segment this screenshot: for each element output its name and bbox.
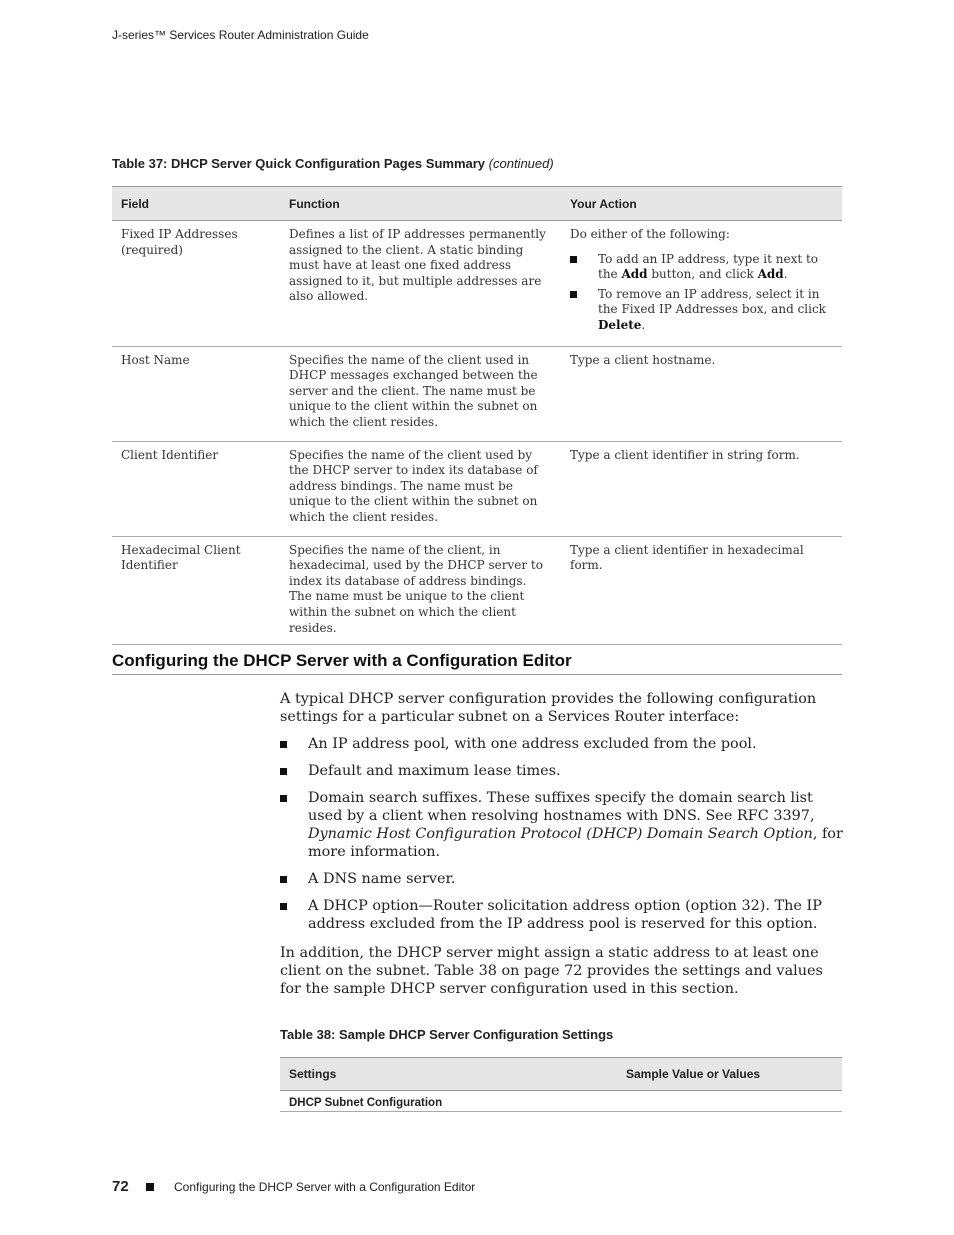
function-cell: Specifies the name of the client used in DHCP messages exchanged between the server and the client. The name must be unique to the client within the subnet on which the client resides. — [280, 346, 561, 441]
group-label: DHCP Subnet Configuration — [280, 1091, 842, 1112]
action-item — [570, 252, 833, 283]
function-cell: Defines a list of IP addresses permanently assigned to the client. A static binding must have at least one fixed address assigned to it, but multiple addresses are also allowed. — [280, 221, 561, 347]
keyword-delete: Delete — [598, 317, 642, 332]
action-text: To remove an IP address, select it in the Fixed IP Addresses box, and click — [598, 286, 826, 317]
table-37 — [112, 186, 842, 645]
list-item — [280, 735, 845, 753]
table-37-caption — [112, 156, 554, 171]
table-header-row — [280, 1058, 842, 1091]
square-bullet-icon — [280, 741, 287, 748]
list-item-text: An IP address pool, with one address excluded from the pool. — [308, 736, 757, 752]
field-cell: Client Identifier — [112, 441, 280, 536]
table-38-caption: Table 38: Sample DHCP Server Configuration Settings — [280, 1027, 614, 1042]
section-body — [280, 690, 845, 942]
list-item-text: , for more information. — [308, 826, 843, 860]
list-item-text: Default and maximum lease times. — [308, 763, 561, 779]
column-header-action: Your Action — [561, 187, 842, 221]
square-bullet-icon — [570, 256, 577, 263]
action-text: button, and click — [647, 267, 758, 282]
table-37-caption-suffix: (continued) — [488, 156, 554, 171]
function-cell: Specifies the name of the client used by the DHCP server to index its database of address bindings. The name must be unique to the client within the subnet on which the client resides. — [280, 441, 561, 536]
field-cell: Hexadecimal Client Identifier — [112, 536, 280, 645]
field-cell: Host Name — [112, 346, 280, 441]
second-paragraph: In addition, the DHCP server might assign a static address to at least one client on the subnet. Table 38 on page 72 provides the settings and values for the sample DHCP server configuration used in this section. — [280, 945, 823, 997]
action-text: To add an IP address, type it next to the — [598, 251, 819, 282]
action-text: . — [783, 267, 788, 282]
settings-list — [280, 735, 845, 933]
list-item-text: Domain search suffixes. These suffixes specify the domain search list used by a client when resolving hostnames with DNS. See RFC 3397, — [308, 790, 815, 824]
table-row — [112, 536, 842, 645]
field-cell: Fixed IP Addresses (required) — [112, 221, 280, 347]
section-heading: Configuring the DHCP Server with a Configuration Editor — [112, 651, 842, 675]
square-bullet-icon — [570, 291, 577, 298]
keyword-add: Add — [757, 267, 784, 282]
list-item — [280, 762, 845, 780]
table-row — [112, 221, 842, 347]
column-header-sample-value: Sample Value or Values — [617, 1058, 842, 1091]
running-header: J-series™ Services Router Administration Guide — [112, 28, 369, 42]
column-header-field: Field — [112, 187, 280, 221]
list-item-text: A DNS name server. — [308, 871, 456, 887]
function-cell: Specifies the name of the client, in hexadecimal, used by the DHCP server to index its database of address bindings. The name must be unique to the client within the subnet on which the client resides. — [280, 536, 561, 645]
square-bullet-icon — [280, 795, 287, 802]
table-group-row — [280, 1091, 842, 1112]
table-row — [112, 346, 842, 441]
column-header-settings: Settings — [280, 1058, 617, 1091]
page-number: 72 — [112, 1178, 129, 1195]
square-bullet-icon — [280, 903, 287, 910]
table-row — [112, 441, 842, 536]
action-cell — [561, 221, 842, 347]
action-list — [570, 252, 833, 334]
page-footer — [112, 1178, 475, 1195]
table-header-row — [112, 187, 842, 221]
footer-title: Configuring the DHCP Server with a Configuration Editor — [174, 1179, 476, 1194]
action-cell: Type a client identifier in hexadecimal form. — [561, 536, 842, 645]
keyword-add: Add — [621, 267, 648, 282]
square-separator-icon — [146, 1183, 154, 1191]
action-cell: Type a client identifier in string form. — [561, 441, 842, 536]
action-text: . — [641, 317, 646, 332]
column-header-function: Function — [280, 187, 561, 221]
action-item — [570, 287, 833, 334]
table-38 — [280, 1057, 842, 1112]
list-item — [280, 870, 845, 888]
action-cell: Type a client hostname. — [561, 346, 842, 441]
list-item — [280, 897, 845, 933]
rfc-title: Dynamic Host Configuration Protocol (DHCP) Domain Search Option — [308, 826, 813, 842]
intro-paragraph: A typical DHCP server configuration provides the following configuration settings for a particular subnet on a Services Router interface: — [280, 691, 817, 725]
square-bullet-icon — [280, 768, 287, 775]
list-item — [280, 789, 845, 861]
action-intro: Do either of the following: — [570, 227, 730, 241]
table-37-caption-title: Table 37: DHCP Server Quick Configuration Pages Summary — [112, 156, 486, 171]
list-item-text: A DHCP option—Router solicitation address option (option 32). The IP address excluded from the IP address pool is reserved for this option. — [308, 898, 822, 932]
square-bullet-icon — [280, 876, 287, 883]
